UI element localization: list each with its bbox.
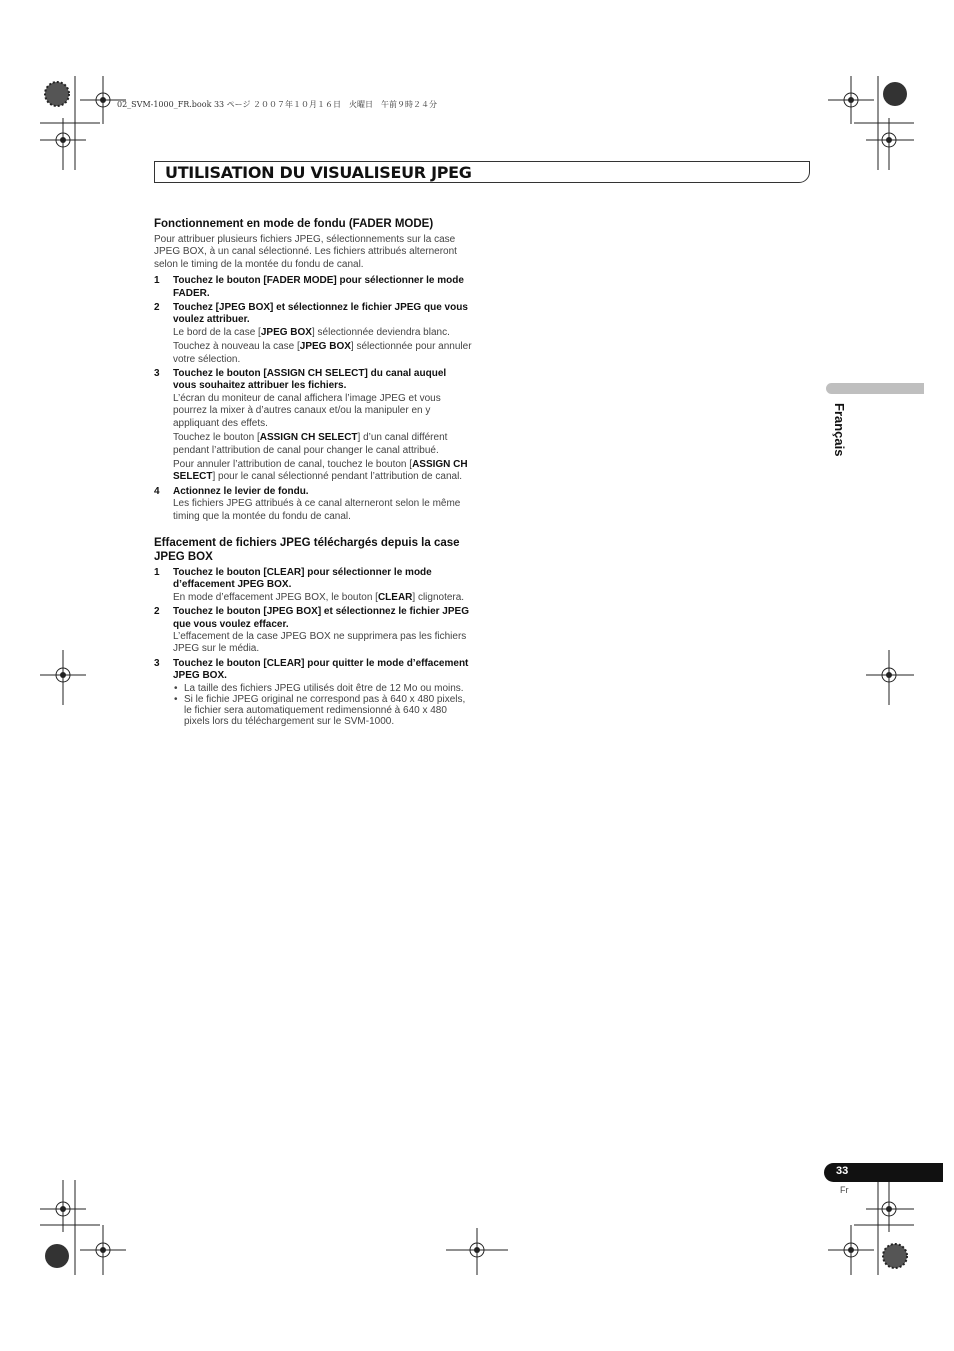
step-heading: Touchez [JPEG BOX] et sélectionnez le fichier JPEG que vous voulez attribuer.: [173, 302, 468, 326]
section-title-fader-mode: Fonctionnement en mode de fondu (FADER MODE): [154, 218, 434, 230]
step-heading: Touchez le bouton [JPEG BOX] et sélectionnez le fichier JPEG que vous voulez effacer.: [173, 606, 469, 630]
step-detail: L’effacement de la case JPEG BOX ne supprimera pas les fichiers JPEG sur le média.: [173, 630, 467, 655]
step-number: 2: [154, 302, 160, 314]
step-heading: Touchez le bouton [CLEAR] pour quitter le mode d’effacement JPEG BOX.: [173, 657, 469, 682]
step-heading: Touchez le bouton [FADER MODE] pour sélectionner le mode FADER.: [173, 275, 464, 299]
step-number: 3: [154, 657, 160, 669]
step-detail: Touchez le bouton [ASSIGN CH SELECT] d’un canal différent pendant l’attribution de canal pour changer le canal attribué.: [173, 432, 448, 456]
step-item: [154, 486, 472, 523]
print-header: 02_SVM-1000_FR.book 33 ページ ２００７年１０月１６日 火曜日 午前９時２４分: [117, 100, 438, 109]
note-list: [173, 683, 472, 728]
step-heading: Actionnez le levier de fondu.: [173, 485, 309, 497]
section-intro: Pour attribuer plusieurs fichiers JPEG, sélectionnements sur la case JPEG BOX, à un canal sélectionné. Les fichiers attribués alterneront selon le timing de la montée du fondu de canal.: [154, 234, 457, 270]
page-language-code: Fr: [840, 1185, 849, 1195]
step-number: 3: [154, 368, 160, 380]
step-detail: Touchez à nouveau la case [JPEG BOX] sélectionnée pour annuler votre sélection.: [173, 341, 472, 365]
step-heading: Touchez le bouton [ASSIGN CH SELECT] du canal auquel vous souhaitez attribuer les fichiers.: [173, 368, 447, 392]
side-language-label: Français: [832, 403, 847, 457]
step-number: 2: [154, 606, 160, 618]
step-number: 4: [154, 485, 160, 497]
section-title-clear: Effacement de fichiers JPEG téléchargés depuis la case JPEG BOX: [154, 536, 460, 563]
step-detail: Le bord de la case [JPEG BOX] sélectionnée deviendra blanc.: [173, 326, 450, 338]
step-item: [154, 275, 472, 300]
step-item: [154, 302, 472, 366]
step-item: [154, 658, 472, 728]
step-item: [154, 368, 472, 484]
step-detail: L’écran du moniteur de canal affichera l’image JPEG et vous pourrez la mixer à d’autres canaux et/ou la manipuler en y appliquant des effets.: [173, 392, 441, 429]
step-number: 1: [154, 566, 160, 578]
page-number: 33: [836, 1165, 849, 1177]
step-number: 1: [154, 275, 160, 287]
side-language-tab: [826, 383, 924, 394]
page-number-tab: [824, 1163, 943, 1182]
step-heading: Touchez le bouton [CLEAR] pour sélectionner le mode d’effacement JPEG BOX.: [173, 566, 432, 591]
step-detail: Les fichiers JPEG attribués à ce canal alterneront selon le même timing que la montée du fondu de canal.: [173, 498, 461, 522]
main-content: [154, 217, 472, 727]
note-item: • La taille des fichiers JPEG utilisés doit être de 12 Mo ou moins.: [173, 683, 472, 694]
chapter-title-bar: [154, 161, 810, 183]
step-detail: Pour annuler l’attribution de canal, touchez le bouton [ASSIGN CH SELECT] pour le canal sélectionné pendant l’attribution de canal.: [173, 458, 468, 483]
step-item: [154, 606, 472, 656]
note-item: • Si le fichie JPEG original ne correspond pas à 640 x 480 pixels, le fichier sera automatiquement redimensionné à 640 x 480 pixels lors du téléchargement sur le SVM-1000.: [173, 694, 472, 728]
step-detail: En mode d’effacement JPEG BOX, le bouton [CLEAR] clignotera.: [173, 591, 465, 603]
step-item: [154, 567, 472, 604]
chapter-title: UTILISATION DU VISUALISEUR JPEG: [165, 163, 472, 182]
